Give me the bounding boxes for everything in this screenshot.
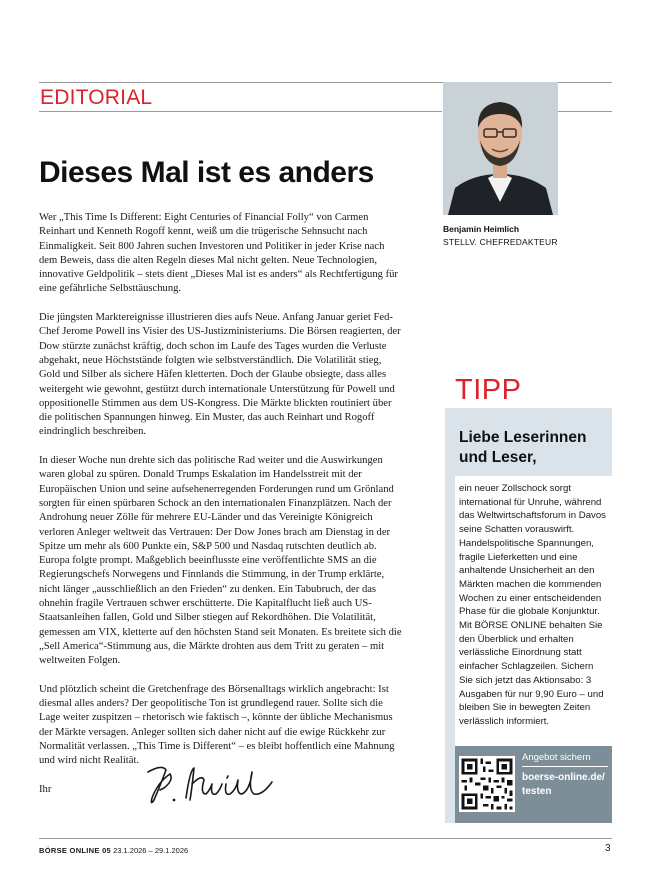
qr-code-icon[interactable] [459,756,515,812]
section-rule [39,111,442,112]
article-paragraph: Und plötzlich scheint die Gretchenfrage des Börsenalltags wirklich angebracht: Ist diesmal alles anders? Der geopolitische Ton ist grundlegend rauer. Sollte sich die Lage weiter zuspitzen – rhetorisch wie faktisch –, könnte der übliche Mechanismus der Märkte versagen. Anleger sollten sich daher nicht auf die ewige Rückkehr zur Normalität verlassen. „This Time is Different“ – es bleibt hoffentlich eine Mahnung und wird nicht Realität. [39,683,395,767]
author-name: Benjamin Heimlich [443,224,520,234]
article-paragraph: Die jüngsten Marktereignisse illustrieren dies aufs Neue. Anfang Januar geriet Fed-Chef Jerome Powell ins Visier des US-Justizministeriums. Die Börsen reagierten, der Dow stürzte zunächst kräftig, doch schon im Laufe des Tages wurden die Verluste abgehakt, neue Höchststände folgten wie selbstverständlich. Die Volatilität stieg, Gold und Silber als sichere Häfen kletterten. Doch der Glaube obsiegte, dass alles weitergeht wie gewohnt, gestützt durch internationale Unterstützung für Powell und oppositionelle Stimmen aus dem US-Kongress. Die Märkte blickten routiniert über die politischen Spannungen hinweg. Ein Muster, das auch Reinhart und Rogoff eindringlich beschreiben. [39,312,401,438]
page-number: 3 [605,843,611,854]
article-closing: Ihr [39,783,52,795]
article-paragraph: In dieser Woche nun drehte sich das politische Rad weiter und die Auswirkungen waren global zu spüren. Donald Trumps Eskalation im Handelsstreit mit der Europäischen Union und seine aufsehenerregenden Forderungen rund um Grönland sorgten für einen spürbaren Schock an den internationalen Finanzplätzen. Nach der Androhung neuer Zölle für mehrere EU-Länder und das Vereinigte Königreich verloren Anleger weltweit das Vertrauen: Der Dow Jones brach am Dienstag in der Spitze um mehr als 600 Punkte ein, S&P 500 und Nasdaq rutschten deutlich ab. Europa folgte prompt. Maßgeblich beeinflusste eine veröffentlichte SMS an die Regierungschefs Norwegens und Finnlands die Stimmung, in der Trump erklärte, nicht länger „ausschließlich an den Frieden“ zu denken. Ein Tabubruch, der das ohnehin fragile Vertrauen schwer erschütterte. Die Kapitalflucht ließ auch US-Staatsanleihen fallen, Gold und Silber stiegen auf Rekordhöhen. Die Volatilität, gemessen am VIX, kletterte auf den höchsten Stand seit Monaten. Es breitete sich die „Sell America“-Stimmung aus, die Märkte drohten aus dem Tritt zu geraten – mit weltweiten Folgen. [39,455,402,667]
tipp-text: ein neuer Zollschock sorgt international für Unruhe, während das Weltwirtschaftsforum in Davos seine Schatten vorauswirft. Handelspolitische Spannungen, fragile Lieferketten und eine anhaltende Unsicherheit an den Märkten machen die kommenden Wochen zu einer entscheidenden Phase für die globale Konjunktur. Mit BÖRSE ONLINE behalten Sie den Überblick und erhalten verlässliche Einordnung statt einfacher Schlagzeilen. Sichern Sie sich jetzt das Aktionsabo: 3 Ausgaben für nur 9,90 Euro – und bleiben Sie in bewegten Zeiten verlässlich informiert. [459,483,606,727]
author-photo [443,82,558,215]
tipp-title: TIPP [455,374,522,406]
section-label: EDITORIAL [40,86,153,109]
article-paragraph: Wer „This Time Is Different: Eight Centuries of Financial Folly“ von Carmen Reinhart und Kenneth Rogoff kennt, weiß um die trügerische Sehnsucht nach Einmaligkeit. Seit 800 Jahren suchen Investoren und Politiker in jeder Krise nach dem Beweis, dass die alten Regeln dieses Mal nicht gelten. Neue Technologien, innovative Geldpolitik – stets dient „Dieses Mal ist es anders“ als Rechtfertigung für eine gefährliche Selbsttäuschung. [39,212,398,295]
promo-title: Angebot sichern [522,752,591,763]
promo-divider [522,766,608,767]
article-body [39,211,402,811]
footer-magazine: BÖRSE ONLINE 05 [39,846,112,855]
author-role: STELLV. CHEFREDAKTEUR [443,237,558,247]
footer-rule [39,838,612,839]
headline: Dieses Mal ist es anders [39,156,374,189]
promo-link[interactable]: boerse-online.de/ testen [522,772,605,797]
section-rule-right [558,111,612,112]
author-byline [443,224,558,247]
signature [140,760,280,815]
footer-info [39,846,188,855]
tipp-heading: Liebe Leserinnen und Leser, [459,429,587,466]
footer-dates: 23.1.2026 – 29.1.2026 [113,846,189,855]
